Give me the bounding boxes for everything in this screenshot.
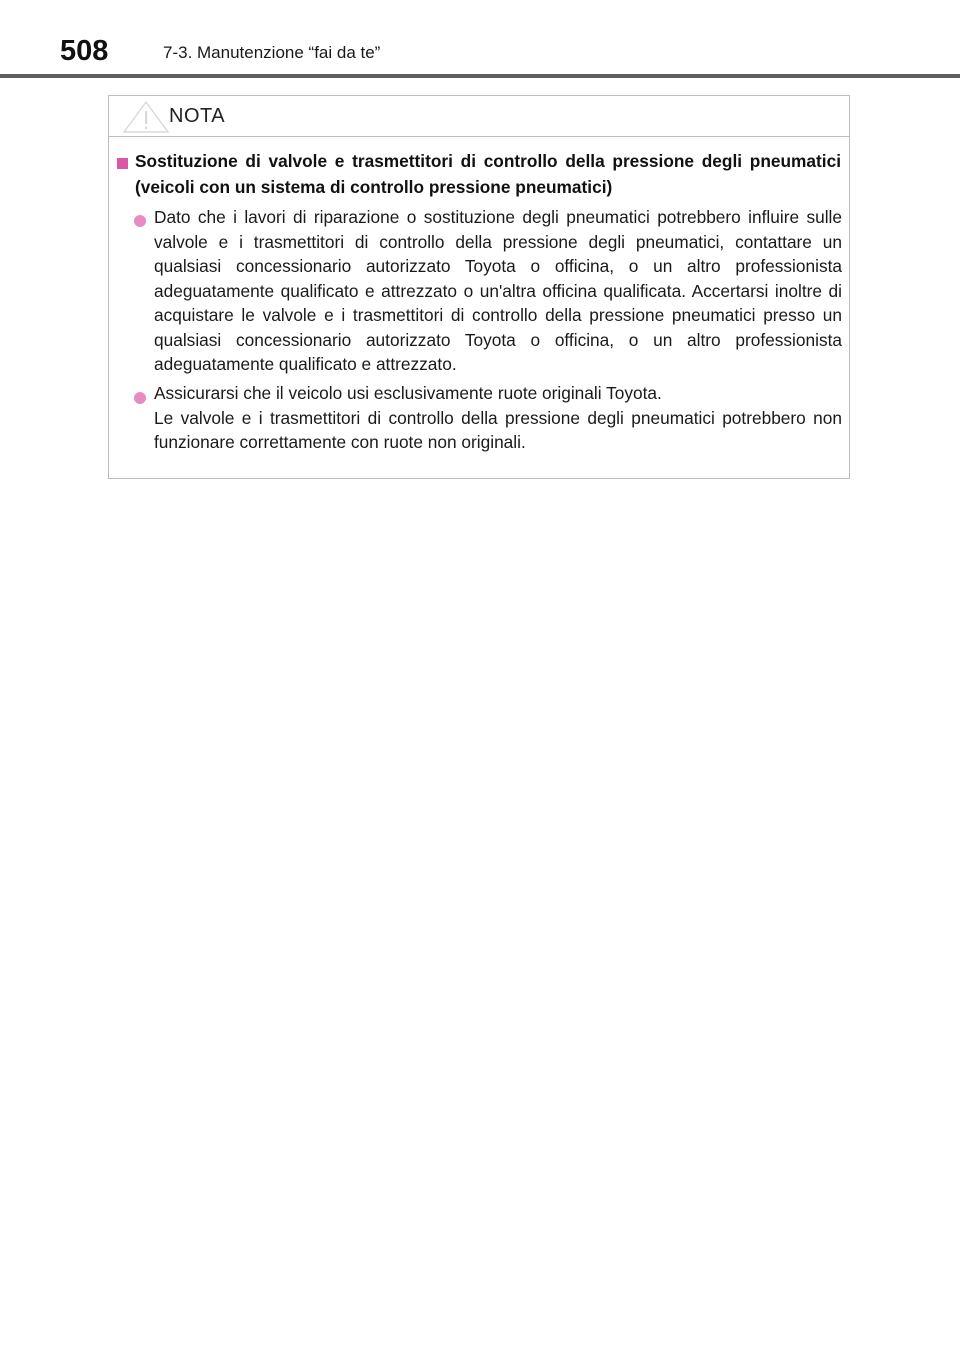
list-item-line: Le valvole e i trasmettitori di controllo della pressione degli pneumatici potrebbero non funzionare correttamente con ruote non originali.: [154, 407, 842, 452]
notice-box: [108, 95, 850, 479]
dot-bullet-icon: [134, 392, 146, 404]
list-item-text: [154, 381, 842, 455]
page-header: [0, 0, 960, 80]
warning-triangle-icon: [121, 100, 171, 134]
list-item-text: Dato che i lavori di riparazione o sostituzione degli pneumatici potrebbero influire sulle valvole e i trasmettitori di controllo della pressione degli pneumatici, contattare un qualsiasi concessionario autorizzato Toyota o officina, o un altro professionista adeguatamente qualificato e attrezzato o un'altra officina qualificata. Accertarsi inoltre di acquistare le valvole e i trasmettitori di controllo della pressione pneumatici presso un qualsiasi concessionario autorizzato Toyota o officina, o un altro professionista adeguatamente qualificato e attrezzato.: [154, 207, 842, 374]
header-rule: [0, 74, 960, 78]
notice-label: NOTA: [169, 105, 226, 127]
page-number: 508: [60, 35, 109, 67]
notice-header: [109, 96, 849, 137]
square-bullet-icon: [117, 158, 128, 169]
list-item-line: Assicurarsi che il veicolo usi esclusivamente ruote originali Toyota.: [154, 383, 662, 403]
dot-bullet-icon: [134, 215, 146, 227]
section-title: 7-3. Manutenzione “fai da te”: [163, 43, 381, 62]
heading-text: Sostituzione di valvole e trasmettitori di controllo della pressione degli pneumatici (veicoli con un sistema di controllo pressione pneumatici): [135, 151, 841, 197]
